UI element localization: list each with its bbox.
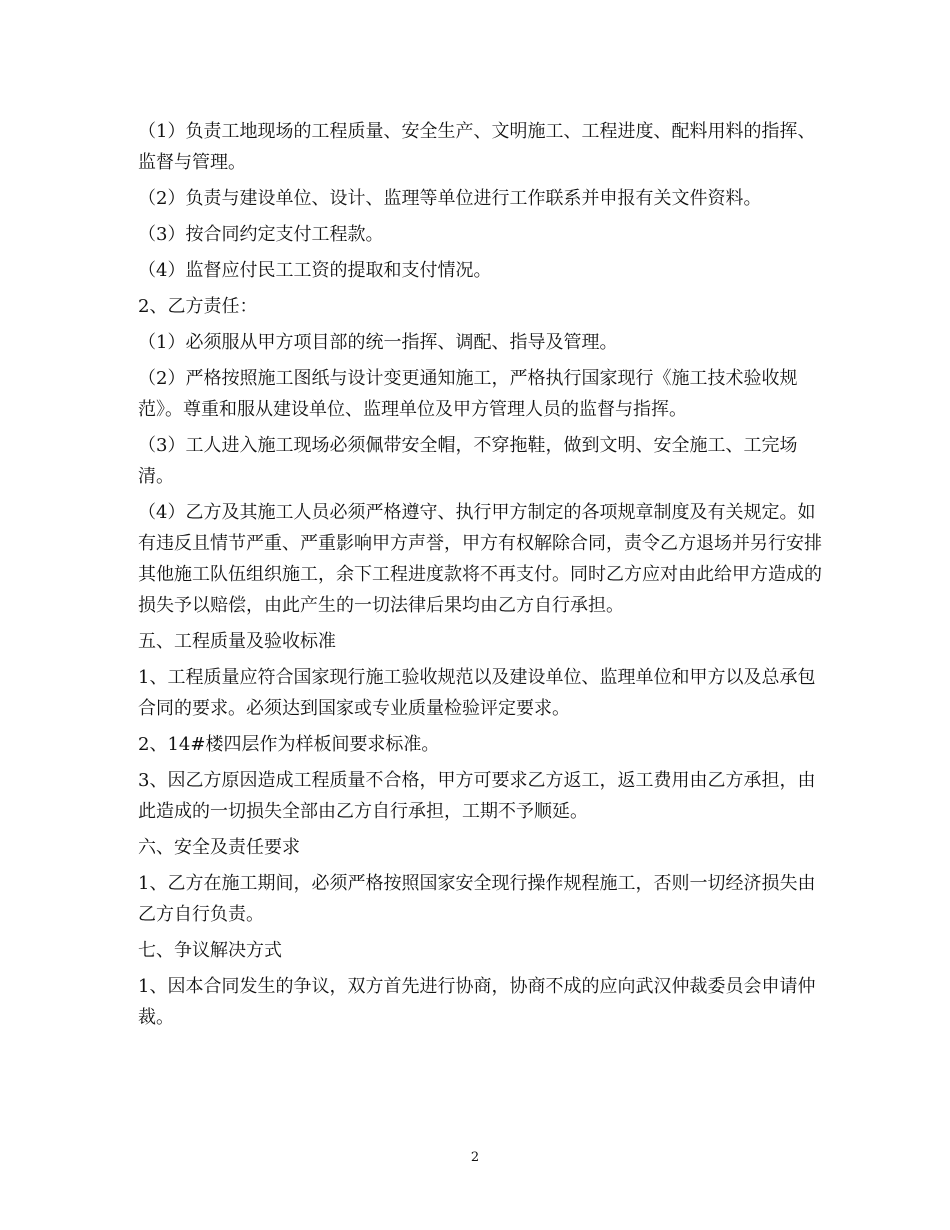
paragraph: （3）按合同约定支付工程款。	[138, 224, 384, 245]
paragraph: （2）负责与建设单位、设计、监理等单位进行工作联系并申报有关文件资料。	[138, 188, 762, 209]
paragraph: 1、乙方在施工期间，必须严格按照国家安全现行操作规程施工，否则一切经济损失由乙方自行负责。	[138, 873, 816, 925]
paragraph: （1）负责工地现场的工程质量、安全生产、文明施工、工程进度、配料用料的指挥、监督与管理。	[138, 121, 816, 173]
document-body	[138, 116, 828, 1038]
paragraph: （3）工人进入施工现场必须佩带安全帽，不穿拖鞋，做到文明、安全施工、工完场清。	[138, 435, 798, 487]
paragraph: （4）监督应付民工工资的提取和支付情况。	[138, 260, 492, 281]
page-number: 2	[470, 1150, 480, 1165]
section-subheading: 2、乙方责任：	[138, 296, 258, 317]
paragraph: 1、因本合同发生的争议，双方首先进行协商，协商不成的应向武汉仲裁委员会申请仲裁。	[138, 976, 816, 1028]
paragraph: 2、14#楼四层作为样板间要求标准。	[138, 734, 440, 755]
section-heading: 六、安全及责任要求	[138, 837, 300, 858]
paragraph: 1、工程质量应符合国家现行施工验收规范以及建设单位、监理单位和甲方以及总承包合同的要求。必须达到国家或专业质量检验评定要求。	[138, 667, 816, 719]
section-heading: 七、争议解决方式	[138, 940, 282, 961]
paragraph: （4）乙方及其施工人员必须严格遵守、执行甲方制定的各项规章制度及有关规定。如有违反且情节严重、严重影响甲方声誉，甲方有权解除合同，责令乙方退场并另行安排其他施工队伍组织施工，余下工程进度款将不再支付。同时乙方应对由此给甲方造成的损失予以赔偿，由此产生的一切法律后果均由乙方自行承担。	[138, 502, 822, 616]
paragraph: （1）必须服从甲方项目部的统一指挥、调配、指导及管理。	[138, 332, 618, 353]
section-heading: 五、工程质量及验收标准	[138, 631, 336, 652]
paragraph: 3、因乙方原因造成工程质量不合格，甲方可要求乙方返工，返工费用由乙方承担，由此造成的一切损失全部由乙方自行承担，工期不予顺延。	[138, 770, 816, 822]
paragraph: （2）严格按照施工图纸与设计变更通知施工，严格执行国家现行《施工技术验收规范》。尊重和服从建设单位、监理单位及甲方管理人员的监督与指挥。	[138, 368, 798, 420]
